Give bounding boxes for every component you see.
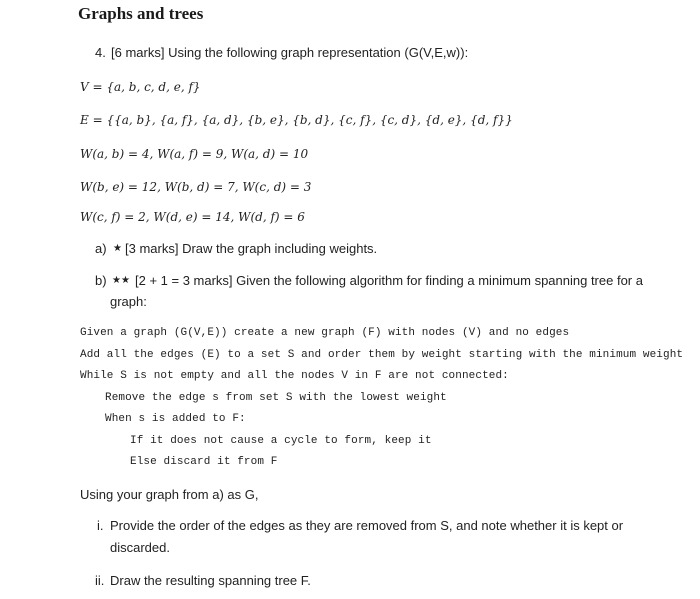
part-b-text-line2: graph: [110,294,147,309]
algorithm-line: Given a graph (G(V,E)) create a new graph (F) with nodes (V) and no edges [80,327,570,339]
edge-set: E = {{a, b}, {a, f}, {a, d}, {b, e}, {b, d}, {c, f}, {c, d}, {d, e}, {d, f}} [80,113,513,127]
part-b-text-line1: [2 + 1 = 3 marks] Given the following algorithm for finding a minimum spanning tree for a [135,273,643,288]
sub-i-text-line1: Provide the order of the edges as they are removed from S, and note whether it is kept or [110,518,624,533]
vertex-set: V = {a, b, c, d, e, f} [80,80,201,94]
algorithm-line: Add all the edges (E) to a set S and order them by weight starting with the minimum weight [80,349,684,361]
weights-line-3: W(c, f) = 2, W(d, e) = 14, W(d, f) = 6 [80,210,305,224]
sub-ii-text: Draw the resulting spanning tree F. [110,573,311,588]
algorithm-line: Else discard it from F [130,456,278,468]
weights-line-1: W(a, b) = 4, W(a, f) = 9, W(a, d) = 10 [80,147,309,161]
sub-i-text-line2: discarded. [110,540,170,555]
algorithm-line: When s is added to F: [105,413,246,425]
question-text: [6 marks] Using the following graph representation (G(V,E,w)): [111,45,469,60]
difficulty-stars-icon: ★★ [112,275,130,286]
part-a-label: a) [95,241,107,256]
difficulty-star-icon: ★ [113,243,122,254]
sub-ii-label: ii. [95,573,105,588]
page-title: Graphs and trees [78,4,204,23]
weights-line-2: W(b, e) = 12, W(b, d) = 7, W(c, d) = 3 [80,180,312,194]
question-number: 4. [95,45,106,60]
sub-i-label: i. [97,518,104,533]
instructions-text: Using your graph from a) as G, [80,487,259,502]
algorithm-line: If it does not cause a cycle to form, keep it [130,435,432,447]
algorithm-line: Remove the edge s from set S with the lowest weight [105,392,447,404]
algorithm-line: While S is not empty and all the nodes V in F are not connected: [80,370,509,382]
part-a-text: [3 marks] Draw the graph including weights. [125,241,378,256]
part-b-label: b) [95,273,107,288]
